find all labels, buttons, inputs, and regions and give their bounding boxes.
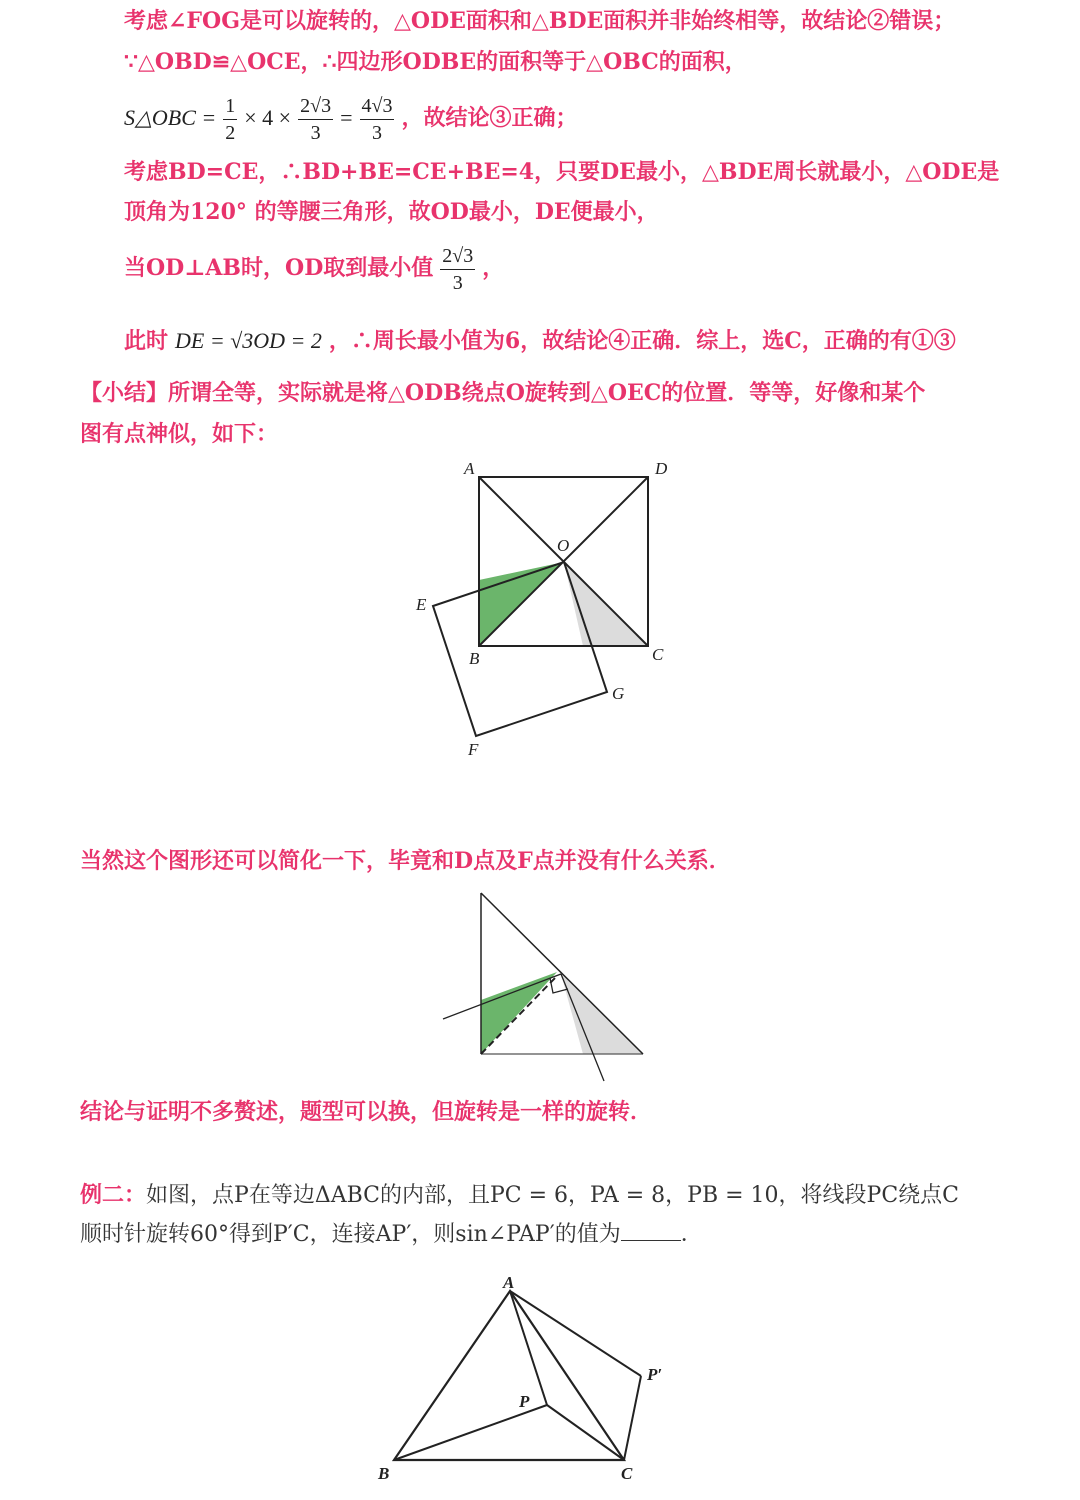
label-c3: C	[621, 1464, 633, 1483]
line6-fraction: $\frac{2√3}{3}$	[442, 244, 474, 294]
label-o: O	[557, 536, 570, 555]
label-p-prime: P′	[647, 1365, 663, 1384]
area-lhs: S△OBC =	[124, 105, 217, 130]
label-f: F	[468, 740, 479, 759]
label-p: P	[519, 1392, 530, 1411]
segment-bp	[394, 1405, 547, 1460]
solution-line-6	[124, 238, 504, 299]
figure-simplified	[438, 888, 650, 1083]
area-mid: × 4 ×	[244, 105, 292, 130]
area-eq: =	[340, 105, 353, 130]
line7-math: DE = √3OD = 2	[175, 328, 322, 353]
segment-cp-prime	[624, 1376, 641, 1460]
solution-line-7: 此时 DE = √3OD = 2 ，∴周长最小值为6，故结论④正确．综上，选C，正确的有①③	[124, 328, 956, 354]
solution-line-2: ∵△OBD≌△OCE，∴四边形ODBE的面积等于△OBC的面积，	[124, 49, 747, 75]
summary-line-1: 【小结】所谓全等，实际就是将△ODB绕点O旋转到△OEC的位置．等等，好像和某个	[80, 380, 926, 406]
conclusion-text: 结论与证明不多赘述，题型可以换，但旋转是一样的旋转．	[80, 1099, 653, 1125]
example2-label: 例二：	[80, 1182, 147, 1208]
area-fraction-2: $\frac{2√3}{3}$	[300, 94, 332, 144]
label-d: D	[655, 459, 668, 478]
segment-cp	[547, 1405, 624, 1460]
summary-line-2: 图有点神似，如下：	[80, 421, 279, 447]
label-e: E	[416, 595, 427, 614]
solution-line-5: 顶角为120° 的等腰三角形，故OD最小，DE便最小，	[124, 199, 659, 225]
label-a3: A	[503, 1273, 515, 1292]
example2-line-2: 顺时针旋转60°得到P′C，连接AP′，则sin∠PAP′的值为 ．	[80, 1222, 703, 1247]
area-formula	[124, 88, 578, 149]
area-fraction-1: $\frac{1}{2}$	[225, 94, 236, 144]
label-a: A	[464, 459, 475, 478]
line6-pre: 当OD⊥AB时，OD取到最小值	[124, 255, 434, 281]
line6-post: ，	[482, 255, 505, 281]
label-b: B	[469, 649, 480, 668]
segment-ap	[510, 1291, 547, 1405]
solution-line-4: 考虑BD=CE，∴BD+BE=CE+BE=4，只要DE最小，△BDE周长就最小，△ODE是	[124, 159, 1000, 185]
label-b3: B	[378, 1464, 390, 1483]
figure-square-rotation	[400, 455, 690, 765]
area-tail: ，故结论③正确；	[401, 105, 578, 131]
area-fraction-3: $\frac{4√3}{3}$	[361, 94, 393, 144]
figure-equilateral	[372, 1268, 682, 1490]
segment-ap-prime	[510, 1291, 641, 1376]
label-g: G	[612, 684, 625, 703]
simplify-text: 当然这个图形还可以简化一下，毕竟和D点及F点并没有什么关系．	[80, 848, 731, 874]
label-c: C	[652, 645, 664, 664]
solution-line-1: 考虑∠FOG是可以旋转的，△ODE面积和△BDE面积并非始终相等，故结论②错误；	[124, 8, 956, 34]
example2-line-1: 例二：如图，点P在等边ΔABC的内部，且PC = 6，PA = 8，PB = 10，将线段PC绕点C	[80, 1182, 959, 1208]
answer-blank[interactable]	[621, 1220, 681, 1241]
